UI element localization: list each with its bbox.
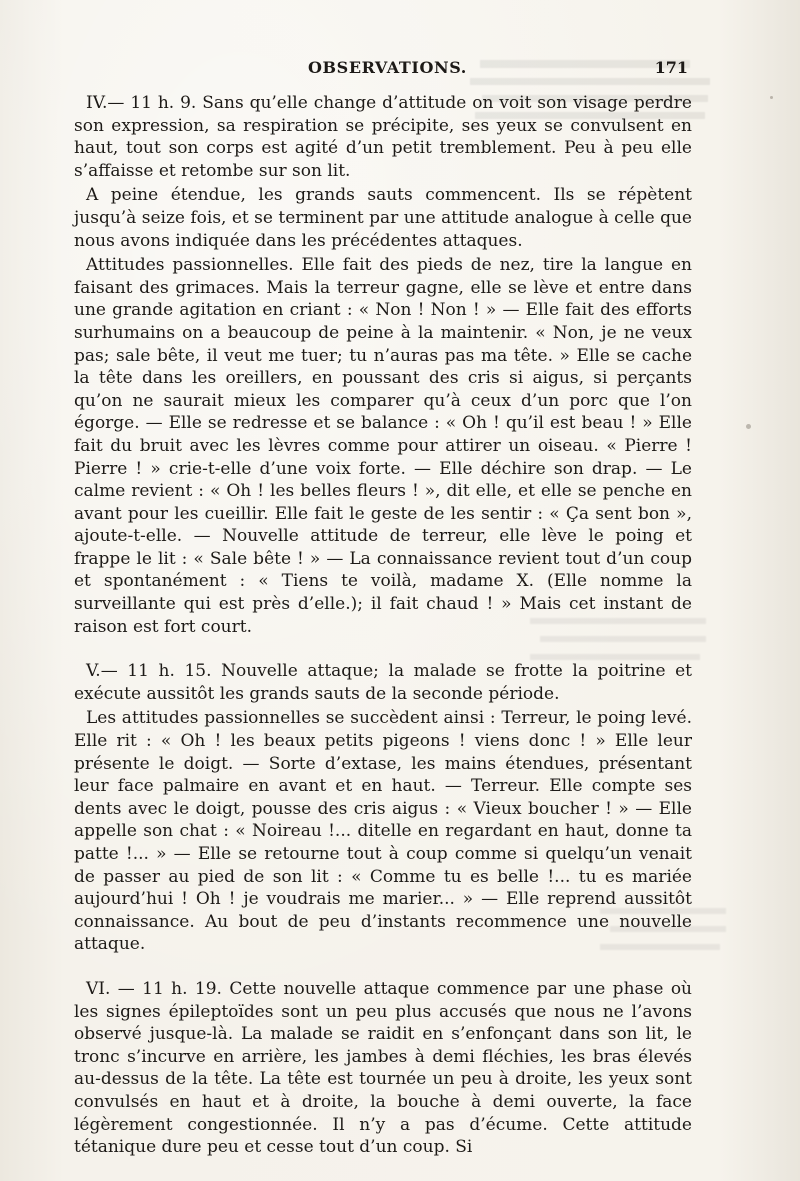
page-speck: [770, 96, 773, 99]
page-header: [68, 58, 688, 88]
section-gap: [74, 638, 692, 660]
page-number: 171: [654, 58, 688, 77]
page-speck: [746, 424, 751, 429]
paragraph-observation-vi: VI. — 11 h. 19. Cette nouvelle attaque commence par une phase où les signes épileptoïdes sont un peu plus accusés que nous ne l’avons observé jusque-là. La malade se raidit en s’enfonçant dans son lit, le tronc s’incurve en arrière, les jambes à demi fléchies, les bras élevés au-dessus de la tête. La tête est tournée un peu à droite, les yeux sont convulsés en haut et à droite, la bouche à demi ouverte, la face légèrement congestionnée. Il n’y a pas d’écume. Cette attitude tétanique dure peu et cesse tout d’un coup. Si: [74, 978, 692, 1158]
paragraph-attitudes-passionnelles: Attitudes passionnelles. Elle fait des pieds de nez, tire la langue en faisant des grimaces. Mais la terreur gagne, elle se lève et entre dans une grande agitation en criant : « Non ! Non ! » — Elle fait des efforts surhumains on a beaucoup de peine à la maintenir. « Non, je ne veux pas; sale bête, il veut me tuer; tu n’auras pas ma tête. » Elle se cache la tête dans les oreillers, en poussant des cris si aigus, si perçants qu’on ne saurait mieux les comparer qu’à ceux d’un porc que l’on égorge. — Elle se redresse et se balance : « Oh ! qu’il est beau ! » Elle fait du bruit avec les lèvres comme pour attirer un oiseau. « Pierre ! Pierre ! » crie-t-elle d’une voix forte. — Elle déchire son drap. — Le calme revient : « Oh ! les belles fleurs ! », dit elle, et elle se penche en avant pour les cueillir. Elle fait le geste de les sentir : « Ça sent bon », ajoute-t-elle. — Nouvelle attitude de terreur, elle lève le poing et frappe le lit : « Sale bête ! » — La connaissance revient tout d’un coup et spontanément : « Tiens te voilà, madame X. (Elle nomme la surveillante qui est près d’elle.); il fait chaud ! » Mais cet instant de raison est fort court.: [74, 255, 692, 637]
body-text: [74, 92, 692, 1159]
paragraph-succession-attitudes: Les attitudes passionnelles se succèdent ainsi : Terreur, le poing levé. Elle rit : « Oh ! les beaux petits pigeons ! viens donc ! » Elle leur présente le doigt. — Sorte d’extase, les mains étendues, présentant leur face palmaire en avant et en haut. — Terreur. Elle compte ses dents avec le doigt, pousse des cris aigus : « Vieux boucher ! » — Elle appelle son chat : « Noireau !... ditelle en regardant en haut, donne ta patte !... » — Elle se retourne tout à coup comme si quelqu’un venait de passer au pied de son lit : « Comme tu es belle !... tu es mariée aujourd’hui ! Oh ! je voudrais me marier... » — Elle reprend aussitôt connaissance. Au bout de peu d’instants recommence une nouvelle attaque.: [74, 708, 692, 955]
paragraph-observation-iv: IV.— 11 h. 9. Sans qu’elle change d’attitude on voit son visage perdre son expression, sa respiration se précipite, ses yeux se convulsent en haut, tout son corps est agité d’un petit tremblement. Peu à peu elle s’affaisse et retombe sur son lit.: [74, 93, 692, 181]
section-gap: [74, 956, 692, 978]
running-title: OBSERVATIONS.: [308, 58, 467, 77]
paragraph-observation-v: V.— 11 h. 15. Nouvelle attaque; la malade se frotte la poitrine et exécute aussitôt les grands sauts de la seconde période.: [74, 661, 692, 704]
paragraph-grands-sauts: A peine étendue, les grands sauts commencent. Ils se répètent jusqu’à seize fois, et se terminent par une attitude analogue à celle que nous avons indiquée dans les précédentes attaques.: [74, 185, 692, 251]
